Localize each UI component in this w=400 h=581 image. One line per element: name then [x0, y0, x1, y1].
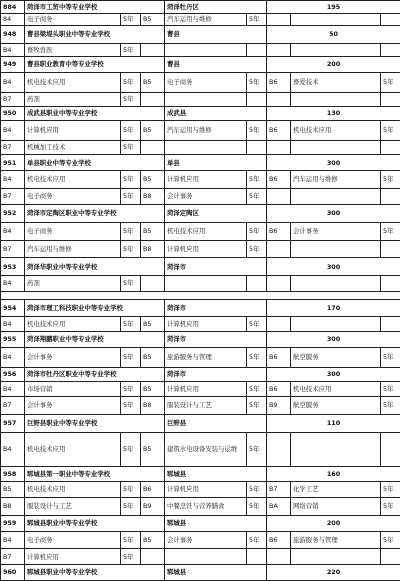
major-code: B6 — [267, 120, 291, 140]
major-name: 会计事务 — [25, 397, 121, 415]
empty-cell — [381, 549, 400, 565]
major-name: 建筑水电设备安装与运维 — [165, 433, 247, 467]
enrollment-count: 300 — [267, 204, 400, 222]
empty-cell — [381, 14, 400, 25]
major-code: B5 — [141, 381, 165, 397]
school-row — [1, 258, 400, 276]
school-area: 郓城县 — [165, 565, 267, 581]
empty-cell — [141, 43, 165, 56]
major-duration: 5年 — [121, 482, 141, 498]
enrollment-count: 130 — [267, 107, 400, 120]
major-duration: 5年 — [247, 316, 267, 332]
majors-row — [1, 189, 400, 205]
major-name: 畜牧兽医 — [25, 43, 121, 56]
empty-cell — [141, 140, 165, 155]
empty-cell — [381, 43, 400, 56]
major-name: 机电技术应用 — [25, 316, 121, 332]
major-code: B5 — [141, 316, 165, 332]
empty-cell — [291, 316, 381, 332]
major-name: 机械加工技术 — [25, 140, 121, 155]
major-duration: 5年 — [247, 347, 267, 367]
major-name: 会计事务 — [165, 531, 247, 549]
major-name: 计算机应用 — [25, 120, 121, 140]
major-code: B5 — [1, 482, 25, 498]
empty-cell — [291, 140, 381, 155]
school-row — [1, 155, 400, 171]
major-code: B8 — [141, 189, 165, 205]
school-name: 菏泽市牡丹区职业中等专业学校 — [25, 368, 165, 381]
major-duration: 5年 — [381, 497, 400, 515]
school-area: 曹县 — [165, 25, 267, 43]
major-code: B4 — [1, 43, 25, 56]
school-row — [1, 107, 400, 120]
major-name: 旅游服务与管理 — [165, 347, 247, 367]
empty-cell — [381, 140, 400, 155]
major-duration: 5年 — [121, 276, 141, 292]
school-area: 巨野县 — [165, 415, 267, 433]
major-name: 电子商务 — [25, 14, 121, 25]
school-row — [1, 466, 400, 482]
empty-cell — [247, 140, 267, 155]
major-name: 会计事务 — [25, 347, 121, 367]
school-code: 952 — [1, 204, 25, 222]
major-code: B4 — [1, 381, 25, 397]
empty-cell — [267, 140, 291, 155]
major-duration: 5年 — [121, 43, 141, 56]
major-code: B4 — [1, 72, 25, 92]
school-name: 菏泽翔鹏职业中等专业学校 — [25, 332, 165, 348]
major-name: 计算机应用 — [25, 549, 121, 565]
major-duration: 5年 — [381, 531, 400, 549]
majors-row — [1, 497, 400, 515]
majors-row — [1, 14, 400, 25]
major-name: 机电技术应用 — [25, 171, 121, 189]
major-code: B4 — [1, 316, 25, 332]
empty-cell — [267, 43, 291, 56]
majors-row — [1, 531, 400, 549]
major-code: B4 — [1, 222, 25, 240]
enrollment-count: 50 — [267, 25, 400, 43]
major-name: 计算机应用 — [165, 381, 247, 397]
enrollment-count: 300 — [267, 258, 400, 276]
major-name: 药剂 — [25, 92, 121, 107]
school-row — [1, 299, 400, 316]
school-name: 菏泽华职业中等专业学校 — [25, 258, 165, 276]
major-duration: 5年 — [381, 222, 400, 240]
major-duration: 5年 — [121, 549, 141, 565]
empty-cell — [267, 189, 291, 205]
majors-row — [1, 433, 400, 467]
empty-cell — [381, 240, 400, 258]
school-row — [1, 332, 400, 348]
major-name: 药剂 — [25, 276, 121, 292]
major-duration: 5年 — [121, 381, 141, 397]
empty-cell — [247, 92, 267, 107]
school-code: 959 — [1, 515, 25, 531]
major-duration: 5年 — [381, 347, 400, 367]
major-code: B7 — [1, 140, 25, 155]
empty-cell — [291, 43, 381, 56]
major-code: B7 — [1, 549, 25, 565]
major-duration: 5年 — [121, 240, 141, 258]
empty-cell — [381, 189, 400, 205]
major-name: 电子商务 — [25, 222, 121, 240]
major-name: 计算机应用 — [165, 316, 247, 332]
major-code: B5 — [141, 120, 165, 140]
major-code: B7 — [267, 482, 291, 498]
major-name: 机电技术应用 — [291, 381, 381, 397]
major-code: B9 — [267, 397, 291, 415]
enrollment-count: 200 — [267, 56, 400, 72]
enrollment-count: 110 — [267, 415, 400, 433]
major-name: 电子商务 — [165, 72, 247, 92]
major-duration: 5年 — [121, 14, 141, 25]
empty-cell — [141, 276, 165, 292]
empty-cell — [141, 92, 165, 107]
school-area: 郓城县 — [165, 515, 267, 531]
major-name: 网络营销 — [291, 497, 381, 515]
major-name: 化学工艺 — [291, 482, 381, 498]
major-name: 机电技术应用 — [291, 120, 381, 140]
empty-cell — [267, 92, 291, 107]
school-area: 菏泽市 — [165, 258, 267, 276]
major-duration: 5年 — [121, 222, 141, 240]
majors-row — [1, 381, 400, 397]
major-code: B4 — [1, 120, 25, 140]
school-code: 954 — [1, 299, 25, 316]
empty-cell — [165, 549, 247, 565]
empty-cell — [165, 140, 247, 155]
enrollment-count: 300 — [267, 155, 400, 171]
major-name: 机电技术应用 — [25, 482, 121, 498]
major-code: B6 — [267, 381, 291, 397]
empty-cell — [291, 189, 381, 205]
empty-cell — [247, 43, 267, 56]
majors-row — [1, 120, 400, 140]
school-name: 郓城县职业中等专业学校 — [25, 565, 165, 581]
empty-cell — [165, 276, 247, 292]
major-name: 计算机应用 — [165, 171, 247, 189]
school-area: 菏泽定陶区 — [165, 204, 267, 222]
empty-cell — [267, 316, 291, 332]
school-name: 曹县梁堤头职业中等专业学校 — [25, 25, 165, 43]
school-row — [1, 56, 400, 72]
major-duration: 5年 — [247, 189, 267, 205]
major-code: B5 — [141, 433, 165, 467]
major-name: 机电技术应用 — [25, 433, 121, 467]
school-code: 955 — [1, 332, 25, 348]
major-code: B4 — [1, 531, 25, 549]
major-code: B6 — [141, 482, 165, 498]
major-duration: 5年 — [381, 482, 400, 498]
major-code: B5 — [141, 222, 165, 240]
major-code: B5 — [141, 347, 165, 367]
blank-row — [1, 292, 400, 300]
majors-row — [1, 240, 400, 258]
school-area: 菏泽牡丹区 — [165, 1, 267, 14]
enrollment-count: 300 — [267, 368, 400, 381]
major-name: 服装设计与工艺 — [25, 497, 121, 515]
majors-row — [1, 316, 400, 332]
enrollment-count: 195 — [267, 1, 400, 14]
majors-row — [1, 72, 400, 92]
school-code: 957 — [1, 415, 25, 433]
empty-cell — [267, 433, 291, 467]
school-area: 曹县 — [165, 56, 267, 72]
major-duration: 5年 — [121, 433, 141, 467]
major-name: 畜爱技术 — [291, 72, 381, 92]
major-duration: 5年 — [247, 72, 267, 92]
empty-cell — [1, 292, 400, 300]
major-duration: 5年 — [247, 171, 267, 189]
majors-row — [1, 92, 400, 107]
empty-cell — [381, 276, 400, 292]
major-duration: 5年 — [247, 433, 267, 467]
major-code: BA — [267, 497, 291, 515]
majors-row — [1, 276, 400, 292]
majors-row — [1, 549, 400, 565]
school-code: 949 — [1, 56, 25, 72]
major-code: B4 — [1, 347, 25, 367]
empty-cell — [381, 433, 400, 467]
major-code: B9 — [141, 497, 165, 515]
school-code: 884 — [1, 1, 25, 14]
school-name: 郓城县第一职业中等专业学校 — [25, 466, 165, 482]
empty-cell — [381, 92, 400, 107]
majors-row — [1, 43, 400, 56]
major-code: B5 — [141, 72, 165, 92]
empty-cell — [291, 14, 381, 25]
major-code: B8 — [141, 240, 165, 258]
school-code: 953 — [1, 258, 25, 276]
major-name: 旅游服务与管理 — [291, 531, 381, 549]
school-code: 956 — [1, 368, 25, 381]
major-name: 汽车运用与维修 — [25, 240, 121, 258]
majors-row — [1, 171, 400, 189]
major-duration: 5年 — [381, 171, 400, 189]
school-area: 郓城县 — [165, 466, 267, 482]
major-name: 机电技术应用 — [165, 222, 247, 240]
major-code: B4 — [1, 276, 25, 292]
major-duration: 5年 — [247, 240, 267, 258]
majors-row — [1, 397, 400, 415]
major-name: 会计事务 — [165, 189, 247, 205]
major-name: 市场营销 — [25, 381, 121, 397]
school-area: 菏泽市 — [165, 368, 267, 381]
school-area: 成武县 — [165, 107, 267, 120]
empty-cell — [267, 549, 291, 565]
major-name: 中餐烹饪与营养膳食 — [165, 497, 247, 515]
empty-cell — [165, 92, 247, 107]
empty-cell — [291, 433, 381, 467]
empty-cell — [291, 549, 381, 565]
major-name: 会计事务 — [291, 222, 381, 240]
major-name: 汽车运用与维修 — [165, 120, 247, 140]
major-duration: 5年 — [121, 120, 141, 140]
major-code: B6 — [267, 222, 291, 240]
major-code: B7 — [1, 397, 25, 415]
empty-cell — [165, 43, 247, 56]
major-name: 汽车运用与维修 — [165, 14, 247, 25]
majors-row — [1, 140, 400, 155]
school-name: 曹县职业教育中等专业学校 — [25, 56, 165, 72]
major-code: B7 — [1, 240, 25, 258]
major-duration: 5年 — [381, 397, 400, 415]
empty-cell — [267, 240, 291, 258]
empty-cell — [141, 549, 165, 565]
empty-cell — [267, 276, 291, 292]
school-name: 郓城县职业中等专业学校 — [25, 515, 165, 531]
major-duration: 5年 — [121, 531, 141, 549]
major-duration: 5年 — [121, 140, 141, 155]
major-name: 航空服务 — [291, 397, 381, 415]
school-row — [1, 1, 400, 14]
major-duration: 5年 — [247, 482, 267, 498]
school-row — [1, 25, 400, 43]
empty-cell — [267, 14, 291, 25]
major-name: 服装设计与工艺 — [165, 397, 247, 415]
major-code: B5 — [141, 171, 165, 189]
empty-cell — [291, 92, 381, 107]
school-name: 菏泽市理工科技职业中等专业学校 — [25, 299, 165, 316]
major-code: B6 — [267, 347, 291, 367]
major-duration: 5年 — [247, 397, 267, 415]
major-duration: 5年 — [121, 347, 141, 367]
enrollment-count: 160 — [267, 466, 400, 482]
school-name: 菏泽市工贸中等专业学校 — [25, 1, 165, 14]
school-code: 960 — [1, 565, 25, 581]
school-code: 950 — [1, 107, 25, 120]
school-row — [1, 515, 400, 531]
major-duration: 5年 — [381, 72, 400, 92]
major-duration: 5年 — [121, 497, 141, 515]
major-code: B8 — [141, 397, 165, 415]
school-row — [1, 565, 400, 581]
school-area: 菏泽市 — [165, 332, 267, 348]
major-duration: 5年 — [381, 120, 400, 140]
major-code: B6 — [267, 171, 291, 189]
school-name: 成武县职业中等专业学校 — [25, 107, 165, 120]
major-name: 计算机应用 — [165, 482, 247, 498]
school-row — [1, 415, 400, 433]
enrollment-count: 220 — [267, 565, 400, 581]
major-duration: 5年 — [121, 189, 141, 205]
majors-row — [1, 347, 400, 367]
major-code: B7 — [1, 92, 25, 107]
major-code: B5 — [141, 14, 165, 25]
major-name: 电子商务 — [25, 189, 121, 205]
empty-cell — [291, 240, 381, 258]
major-duration: 5年 — [121, 316, 141, 332]
school-code: 958 — [1, 466, 25, 482]
major-code: B6 — [267, 531, 291, 549]
major-duration: 5年 — [121, 72, 141, 92]
major-duration: 5年 — [121, 171, 141, 189]
enrollment-count: 200 — [267, 515, 400, 531]
major-code: B4 — [1, 171, 25, 189]
school-name: 巨野县职业中等专业学校 — [25, 415, 165, 433]
major-duration: 5年 — [121, 397, 141, 415]
majors-row — [1, 222, 400, 240]
major-name: 机电技术应用 — [25, 72, 121, 92]
major-code: B5 — [141, 531, 165, 549]
major-name: 计算机应用 — [165, 240, 247, 258]
school-name: 菏泽市定陶区职业中等专业学校 — [25, 204, 165, 222]
major-code: B4 — [1, 433, 25, 467]
school-name: 单县职业中等专业学校 — [25, 155, 165, 171]
major-duration: 5年 — [247, 222, 267, 240]
empty-cell — [247, 549, 267, 565]
empty-cell — [247, 276, 267, 292]
major-code: B7 — [1, 189, 25, 205]
major-name: 航空服务 — [291, 347, 381, 367]
major-duration: 5年 — [121, 92, 141, 107]
school-area: 菏泽市 — [165, 299, 267, 316]
empty-cell — [291, 276, 381, 292]
empty-cell — [381, 316, 400, 332]
enrollment-count: 300 — [267, 332, 400, 348]
major-duration: 5年 — [247, 120, 267, 140]
major-duration: 5年 — [247, 497, 267, 515]
school-row — [1, 368, 400, 381]
school-code: 948 — [1, 25, 25, 43]
school-area: 单县 — [165, 155, 267, 171]
school-row — [1, 204, 400, 222]
major-duration: 5年 — [247, 531, 267, 549]
major-duration: 5年 — [247, 381, 267, 397]
school-code: 951 — [1, 155, 25, 171]
major-name: 汽车运用与维修 — [291, 171, 381, 189]
major-duration: 5年 — [381, 381, 400, 397]
major-code: B8 — [1, 497, 25, 515]
major-name: 电子商务 — [25, 531, 121, 549]
major-duration: 5年 — [247, 14, 267, 25]
majors-row — [1, 482, 400, 498]
enrollment-count: 170 — [267, 299, 400, 316]
major-code: B6 — [267, 72, 291, 92]
major-code: 84 — [1, 14, 25, 25]
